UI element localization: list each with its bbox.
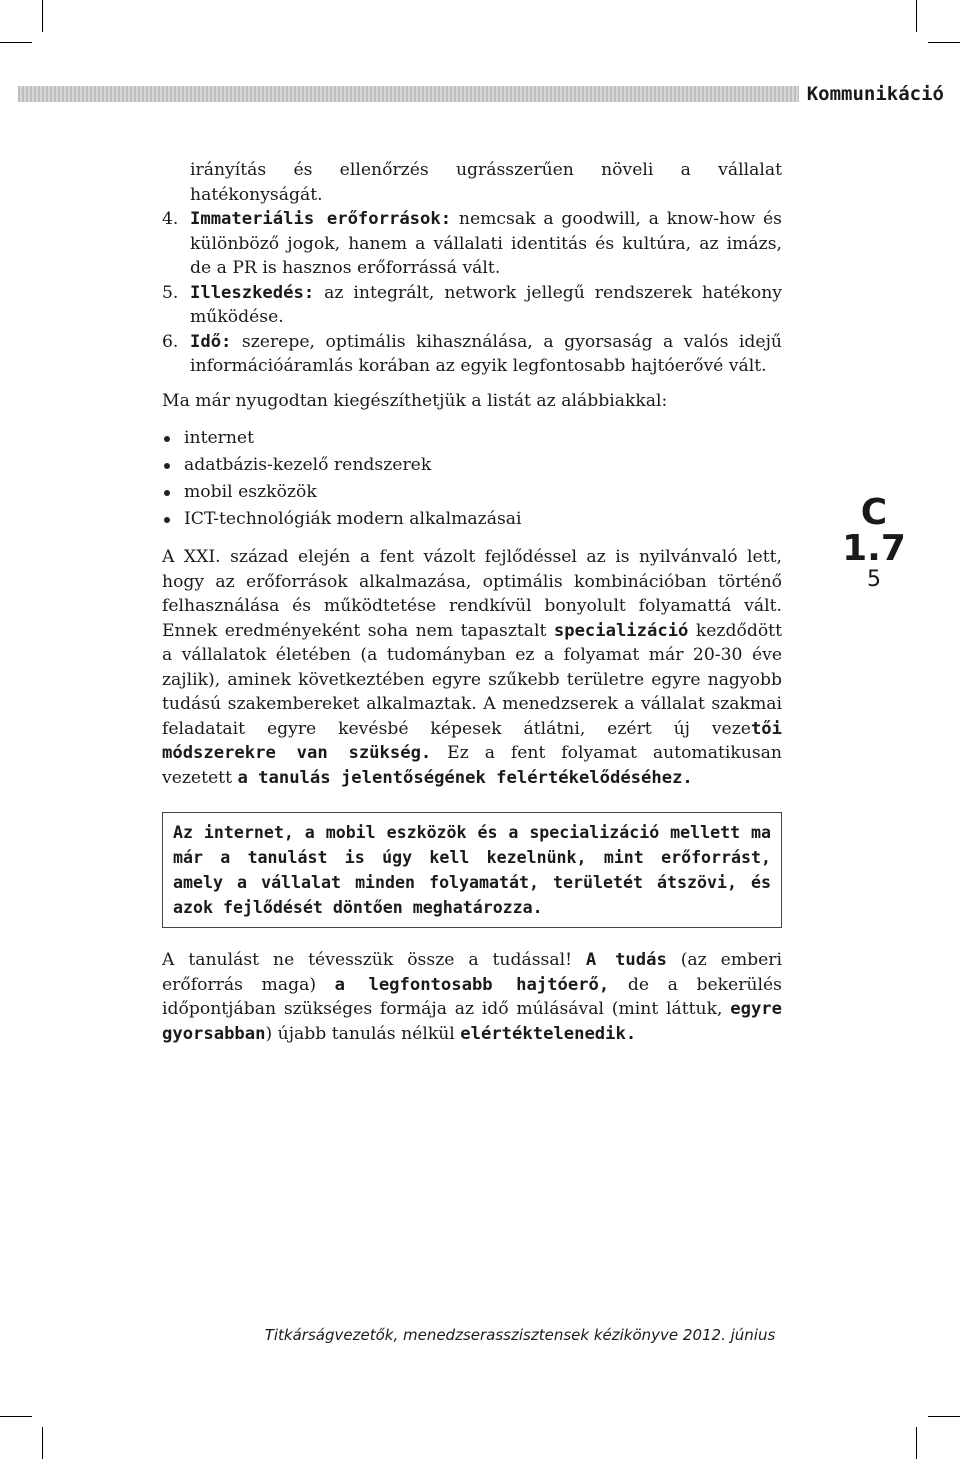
paragraph-main xyxy=(162,545,782,790)
bold-run: specializáció xyxy=(553,620,689,641)
bold-run: egyre gyorsabban xyxy=(162,999,782,1044)
list-number: 5. xyxy=(162,282,179,303)
text-run: Ez a fent folyamat automatikusan vezetett xyxy=(162,743,782,788)
list-term: Illeszkedés: xyxy=(190,282,315,303)
list-item-continuation xyxy=(162,158,782,207)
page-content xyxy=(162,158,782,1046)
bold-run: a legfontosabb hajtóerő, xyxy=(334,974,610,995)
page-footer: Titkárságvezetők, menedzserasszisztensek kézikönyve 2012. június xyxy=(264,1326,776,1344)
list-term: Idő: xyxy=(190,331,232,352)
text-run: (az emberi erőforrás maga) xyxy=(162,950,783,995)
bullet-item xyxy=(162,506,782,533)
bullet-item xyxy=(162,452,782,479)
list-item-5 xyxy=(162,281,782,330)
list-item-text: az integrált, network jellegű rendszerek hatékony működése. xyxy=(190,282,782,327)
bold-run: tői módszerekre van szükség. xyxy=(162,718,782,763)
section-number: 1.7 xyxy=(842,528,906,569)
crop-mark xyxy=(916,1427,917,1459)
list-item-4 xyxy=(162,207,782,281)
list-term: Immateriális erőforrások: xyxy=(190,209,452,229)
bullet-text: mobil eszközök xyxy=(184,482,317,502)
text-run: A XXI. század elején a fent vázolt fejlődéssel az is nyilvánvaló lett, hogy az erőforrások alkalmazása, optimális kombinációban történő felhasználása és működtetése rendkívül bonyolult folyamattá vált. Ennek eredményeként soha nem tapasztalt xyxy=(162,547,782,641)
bullet-icon xyxy=(164,436,170,442)
crop-mark xyxy=(0,1416,32,1417)
bullet-text: internet xyxy=(184,428,255,448)
list-number: 4. xyxy=(162,209,179,229)
list-item-6 xyxy=(162,330,782,379)
crop-mark xyxy=(928,42,960,43)
bullet-list xyxy=(162,425,782,533)
bold-run: A tudás xyxy=(585,950,667,970)
bullet-item xyxy=(162,425,782,452)
bullet-icon xyxy=(164,517,170,523)
page-number: 5 xyxy=(867,567,881,592)
bullet-icon xyxy=(164,490,170,496)
text-run: A tanulást ne tévesszük össze a tudással! xyxy=(162,950,586,970)
list-item-text: irányítás és ellenőrzés ugrásszerűen növeli a vállalat hatékonyságát. xyxy=(190,160,782,205)
crop-mark xyxy=(42,1427,43,1459)
text-run: kezdődött a vállalatok életében (a tudományban ez a folyamat már 20-30 éve zajlik), aminek következtében egyre szűkebb területre egyre nagyobb tudású szakembereket alkalmaztak. A menedzserek a vállalat szakmai feladatait egyre kevésbé képesek átlátni, ezért új veze xyxy=(162,620,782,739)
crop-mark xyxy=(928,1416,960,1417)
paragraph-last xyxy=(162,948,782,1046)
bold-run: a tanulás jelentőségének felértékelődéséhez. xyxy=(237,767,693,788)
list-number: 6. xyxy=(162,331,179,352)
crop-mark xyxy=(42,0,43,32)
crop-mark xyxy=(0,42,32,43)
bullet-text: adatbázis-kezelő rendszerek xyxy=(184,455,432,475)
page-header-title: Kommunikáció xyxy=(799,83,944,105)
section-letter: C xyxy=(860,492,888,533)
crop-mark xyxy=(916,0,917,32)
bullet-item xyxy=(162,479,782,506)
callout-box: Az internet, a mobil eszközök és a specializáció mellett ma már a tanulást is úgy kell kezelnünk, mint erőforrást, amely a vállalat minden folyamatát, területét átszövi, és azok fejlődését döntően meghatározza. xyxy=(162,812,782,928)
list-item-text: szerepe, optimális kihasználása, a gyorsaság a valós idejű információáramlás korában az egyik legfontosabb hajtóerővé vált. xyxy=(190,331,782,376)
section-marker xyxy=(810,492,938,597)
bold-run: elértéktelenedik. xyxy=(460,1023,637,1044)
text-run: de a bekerülés időpontjában szükséges formája az idő múlásával (mint láttuk, xyxy=(162,974,782,1019)
bullet-text: ICT-technológiák modern alkalmazásai xyxy=(184,509,522,529)
text-run: ) újabb tanulás nélkül xyxy=(265,1023,461,1044)
paragraph-intro: Ma már nyugodtan kiegészíthetjük a listát az alábbiakkal: xyxy=(162,390,668,411)
bullet-icon xyxy=(164,463,170,469)
list-item-text: nemcsak a goodwill, a know-how és különböző jogok, hanem a vállalati identitás és kultúra, az imázs, de a PR is hasznos erőforrássá vált. xyxy=(190,209,782,278)
